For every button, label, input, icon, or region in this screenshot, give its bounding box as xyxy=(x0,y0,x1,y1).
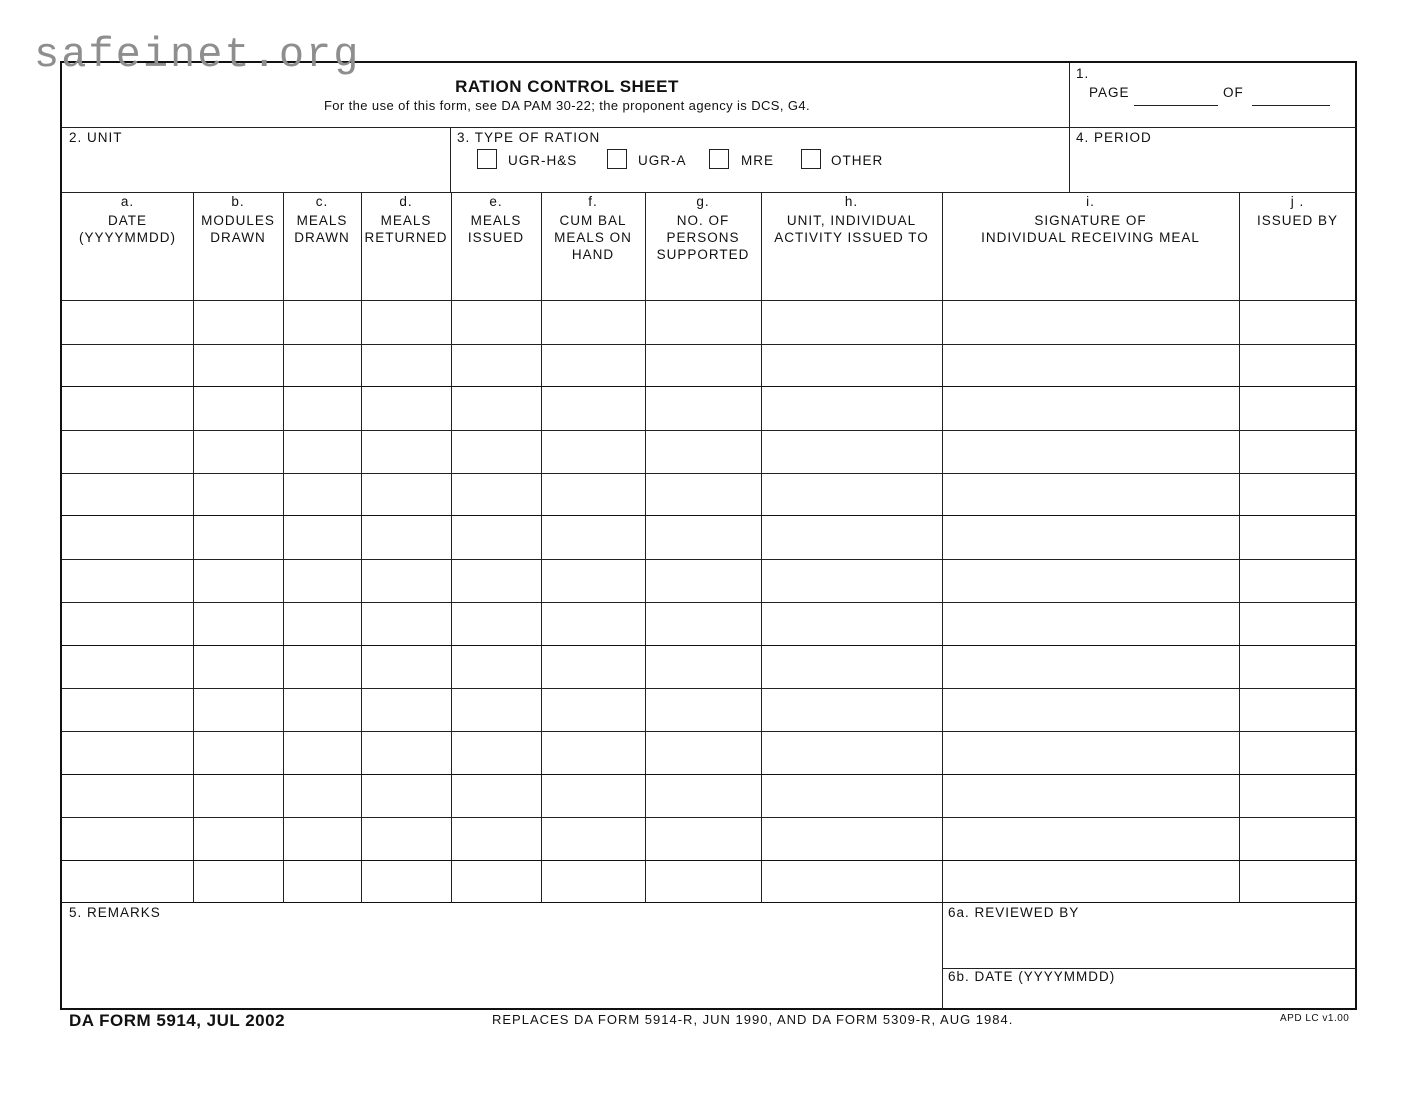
table-row[interactable] xyxy=(62,603,1356,645)
column-header-meals-returned xyxy=(361,193,451,246)
form-id: DA FORM 5914, JUL 2002 xyxy=(69,1011,286,1030)
column-header-meals-issued xyxy=(451,193,541,246)
column-label: MEALS DRAWN xyxy=(294,213,350,245)
column-letter: j . xyxy=(1290,194,1305,209)
unit-label: 2. UNIT xyxy=(69,130,123,145)
column-label: SIGNATURE OF INDIVIDUAL RECEIVING MEAL xyxy=(981,213,1200,245)
column-header-issued-to xyxy=(761,193,942,246)
column-letter: b. xyxy=(231,194,245,209)
table-row[interactable] xyxy=(62,387,1356,430)
option-ugr-a-label: UGR-A xyxy=(638,153,687,168)
column-letter: d. xyxy=(399,194,413,209)
type-of-ration-label: 3. TYPE OF RATION xyxy=(457,130,601,145)
table-row[interactable] xyxy=(62,818,1356,860)
column-label: MODULES DRAWN xyxy=(201,213,275,245)
column-label: MEALS RETURNED xyxy=(364,213,448,245)
page-label: PAGE xyxy=(1089,85,1130,100)
table-row[interactable] xyxy=(62,431,1356,473)
column-label: CUM BAL MEALS ON HAND xyxy=(554,213,632,262)
period-field[interactable] xyxy=(1070,143,1356,191)
table-row[interactable] xyxy=(62,646,1356,688)
column-label: UNIT, INDIVIDUAL ACTIVITY ISSUED TO xyxy=(774,213,929,245)
column-letter: a. xyxy=(120,194,135,209)
page-number-field[interactable] xyxy=(1134,105,1218,106)
table-row[interactable] xyxy=(62,301,1356,344)
column-header-signature xyxy=(942,193,1239,246)
form-subtitle: For the use of this form, see DA PAM 30-22; the proponent agency is DCS, G4. xyxy=(323,98,811,113)
review-date-field[interactable] xyxy=(943,985,1356,1008)
table-row[interactable] xyxy=(62,861,1356,902)
column-header-issued-by xyxy=(1239,193,1356,229)
remarks-label: 5. REMARKS xyxy=(69,905,161,920)
column-label: NO. OF PERSONS SUPPORTED xyxy=(656,213,750,262)
option-ugr-hs-label: UGR-H&S xyxy=(508,153,578,168)
option-other-label: OTHER xyxy=(831,153,884,168)
review-date-label: 6b. DATE (YYYYMMDD) xyxy=(948,969,1116,984)
of-label: OF xyxy=(1223,85,1244,100)
table-row[interactable] xyxy=(62,689,1356,731)
column-letter: e. xyxy=(489,194,503,209)
period-label: 4. PERIOD xyxy=(1076,130,1152,145)
column-label: DATE (YYYYMMDD) xyxy=(79,213,176,245)
page-block-number: 1. xyxy=(1076,66,1090,81)
table-row[interactable] xyxy=(62,474,1356,515)
checkbox-ugr-hs[interactable] xyxy=(477,149,497,169)
reviewed-by-field[interactable] xyxy=(943,921,1356,967)
column-header-modules-drawn xyxy=(193,193,283,246)
table-row[interactable] xyxy=(62,516,1356,559)
table-row[interactable] xyxy=(62,560,1356,602)
column-header-date xyxy=(62,193,193,246)
unit-field[interactable] xyxy=(62,143,450,191)
column-letter: h. xyxy=(844,194,859,209)
checkbox-mre[interactable] xyxy=(709,149,729,169)
ration-control-form xyxy=(60,61,1357,1010)
column-label: ISSUED BY xyxy=(1256,213,1339,228)
column-header-persons-supported xyxy=(645,193,761,263)
watermark: safeinet.org xyxy=(34,31,361,79)
column-letter: g. xyxy=(696,194,710,209)
column-letter: c. xyxy=(315,194,329,209)
checkbox-ugr-a[interactable] xyxy=(607,149,627,169)
column-header-cum-bal xyxy=(541,193,645,263)
column-letter: i. xyxy=(1086,194,1095,209)
page-total-field[interactable] xyxy=(1252,105,1330,106)
option-mre-label: MRE xyxy=(741,153,774,168)
column-header-meals-drawn xyxy=(283,193,361,246)
table-row[interactable] xyxy=(62,345,1356,386)
column-label: MEALS ISSUED xyxy=(467,213,525,245)
replaces-note: REPLACES DA FORM 5914-R, JUN 1990, AND DA FORM 5309-R, AUG 1984. xyxy=(492,1012,1014,1027)
remarks-field[interactable] xyxy=(62,921,941,1007)
form-title: RATION CONTROL SHEET xyxy=(455,77,679,96)
table-row[interactable] xyxy=(62,775,1356,817)
version-label: APD LC v1.00 xyxy=(1280,1013,1350,1024)
column-letter: f. xyxy=(588,194,598,209)
checkbox-other[interactable] xyxy=(801,149,821,169)
reviewed-by-label: 6a. REVIEWED BY xyxy=(948,905,1080,920)
table-row[interactable] xyxy=(62,732,1356,774)
